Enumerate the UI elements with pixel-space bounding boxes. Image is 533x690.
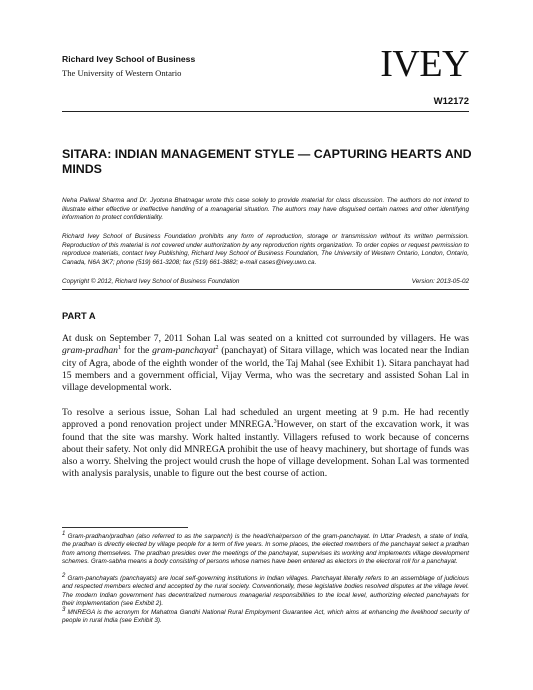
p2-text-2: However, on start of the excavation work, it was found that the site was marshy. Work halted instantly. Villagers refused to work because of concerns about their safety. Not only did MNREGA prohibit the use of heavy machinery, but shortage of funds was also a worry. Shelving the project would crush the hope of village development. Sohan Lal was tormented with analysis paralysis, unable to figure out the best course of action. [62, 419, 470, 480]
school-block [62, 54, 195, 79]
footnote-ref-2[interactable]: 2 [215, 345, 219, 352]
footnote-divider [62, 527, 188, 528]
copyright-row [62, 278, 469, 286]
case-title: SITARA: INDIAN MANAGEMENT STYLE — CAPTURING HEARTS AND MINDS [62, 147, 472, 176]
footnote-number-2: 2 [62, 572, 66, 579]
university-name: The University of Western Ontario [62, 68, 182, 78]
ivey-logo [380, 44, 469, 84]
p1-term-gram-panchayat: gram-panchayat [152, 345, 216, 357]
footnote-2 [62, 572, 469, 609]
footnote-1 [62, 530, 469, 567]
copyright-text: Copyright © 2012, Richard Ivey School of Business Foundation [62, 278, 240, 285]
footnote-ref-3[interactable]: 3 [273, 419, 277, 426]
footnote-text-3: MNREGA is the acronym for Mahatma Gandhi National Rural Employment Guarantee Act, which aims at enhancing the livelihood security of people in rural India (see Exhibit 3). [62, 609, 469, 625]
foundation-note: Richard Ivey School of Business Foundation prohibits any form of reproduction, storage or transmission without its written permission. Reproduction of this material is not covered under authorization by any reproduction rights organization. To order copies or request permission to reproduce materials, contact Ivey Publishing, Richard Ivey School of Business Foundation, The University of Western Ontario, London, Ontario, Canada, N6A 3K7; phone (519) 661-3208; fax (519) 661-3882; e-mail cases@ivey.uwo.ca. [62, 233, 469, 266]
copyright-divider [62, 289, 469, 290]
p1-text-2: for the [120, 345, 153, 357]
case-number: W12172 [433, 96, 469, 107]
footnote-number-3: 3 [62, 606, 66, 613]
footnote-3 [62, 606, 469, 626]
footnote-text-1: Gram-pradhan/pradhan (also referred to as the sarpanch) is the head/chairperson of the gram-panchayat. In Uttar Pradesh, a state of India, the pradhan is directly elected by village people for a term of five years. In some places, the elected members of the panchayat select a pradhan from among themselves. The pradhan presides over the meetings of the panchayat, supervises its working and implements village development schemes. Gram-sabha means a body consisting of persons whose names have been entered as electors in the electoral roll for a panchayat. [62, 533, 469, 566]
header-divider [62, 111, 469, 112]
p1-text-1: At dusk on September 7, 2011 Sohan Lal was seated on a knitted cot surrounded by villagers. He was [62, 333, 469, 344]
version-text: Version: 2013-05-02 [411, 278, 469, 285]
part-heading: PART A [62, 311, 96, 321]
body-paragraph-1 [62, 333, 469, 394]
p1-text-3: (panchayat) of Sitara village, which was located near the Indian city of Agra, abode of the eighth wonder of the world, the Taj Mahal (see Exhibit 1). Sitara panchayat had 15 members and a government official, Vijay Verma, who was the secretary and assisted Sohan Lal in village developmental work. [62, 345, 469, 394]
p2-text-1: To resolve a serious issue, Sohan Lal had scheduled an urgent meeting at 9 p.m. He had recently approved a pond renovation project under MNREGA. [62, 407, 469, 431]
p1-term-gram-pradhan: gram-pradhan [62, 345, 118, 357]
footnote-text-2: Gram-panchayats (panchayats) are local self-governing institutions in Indian villages. Panchayat literally refers to an assemblage of judicious and respected members elected and accepted by the rural society. Conventionally, these legislative bodies resolved disputes at the village level. The modern Indian government has decentralized numerous managerial responsibilities to the local level, authorizing elected panchayats for their implementation (see Exhibit 2). [62, 575, 469, 608]
school-name: Richard Ivey School of Business [62, 54, 196, 64]
authors-note: Neha Paliwal Sharma and Dr. Jyotsna Bhatnagar wrote this case solely to provide material for class discussion. The authors do not intend to illustrate either effective or ineffective handling of a managerial situation. The authors may have disguised certain names and other identifying information to protect confidentiality. [62, 197, 469, 222]
body-paragraph-2 [62, 407, 469, 481]
footnote-ref-1[interactable]: 1 [117, 345, 121, 352]
ivey-logo-text: IVEY [380, 43, 469, 85]
footnote-number-1: 1 [62, 530, 66, 537]
